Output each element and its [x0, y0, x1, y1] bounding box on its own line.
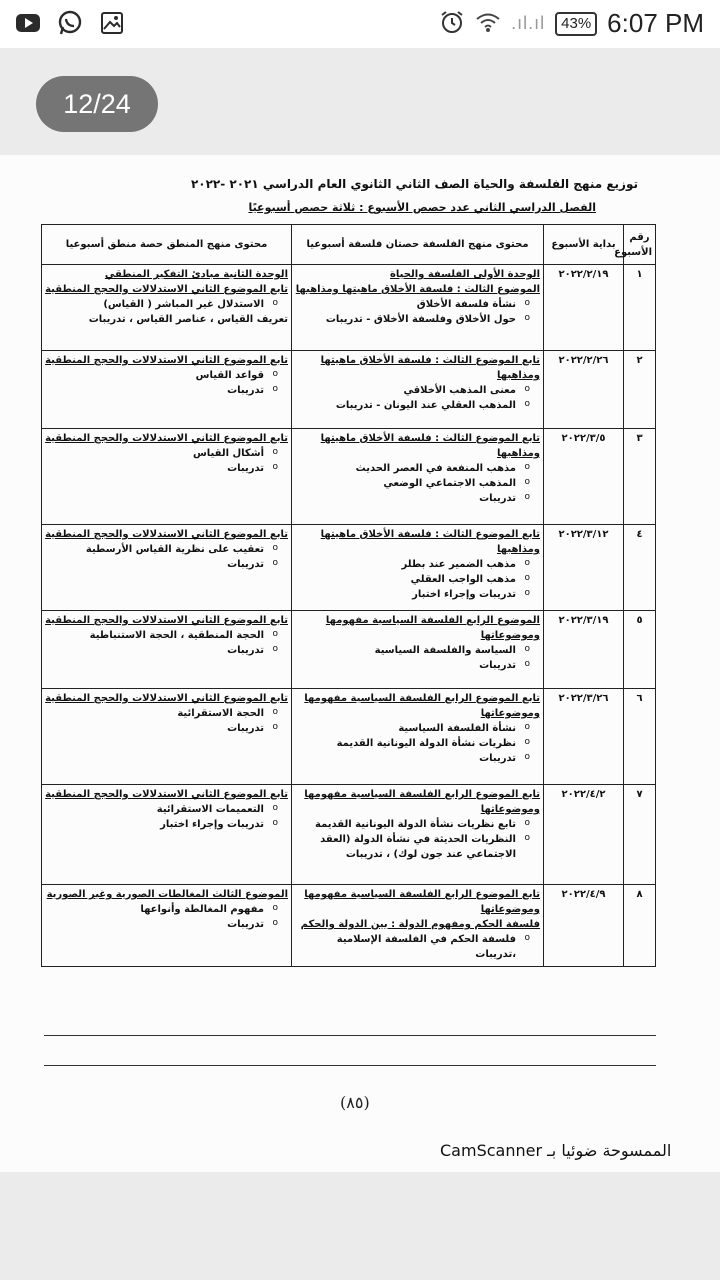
- list-item: o المذهب الاجتماعي الوضعي: [295, 476, 530, 491]
- philosophy-list: [295, 297, 540, 327]
- document-subtitle: الفصل الدراسي الثاني عدد حصص الأسبوع : ثلاثة حصص أسبوعيًا: [248, 201, 596, 214]
- philosophy-content: [292, 611, 544, 689]
- list-item: o تدريبات وإجراء اختبار: [295, 587, 530, 602]
- logic-heading: تابع الموضوع الثاني الاستدلالات والحجج المنطقية: [45, 355, 288, 366]
- week-number: ٤: [624, 525, 656, 611]
- list-item: o قواعد القياس: [45, 368, 278, 383]
- table-row: [42, 611, 656, 689]
- table-row: [42, 689, 656, 785]
- list-item: o النظريات الحديثة في نشأة الدولة (العقد الاجتماعي عند جون لوك) ، تدريبات: [295, 832, 530, 862]
- logic-list: [45, 628, 288, 658]
- footer-divider: [44, 1035, 656, 1036]
- logic-heading: تابع الموضوع الثاني الاستدلالات والحجج المنطقية: [45, 615, 288, 626]
- list-item: o مفهوم المغالطة وأنواعها: [45, 902, 278, 917]
- philosophy-heading: الوحدة الأولى الفلسفة والحياة: [390, 269, 540, 280]
- list-item: o حول الأخلاق وفلسفة الأخلاق - تدريبات: [295, 312, 530, 327]
- philosophy-line: الموضوع الثالث : فلسفة الأخلاق ماهيتها ومذاهبها: [295, 284, 540, 295]
- philosophy-heading: تابع الموضوع الثالث : فلسفة الأخلاق ماهيتها ومذاهبها: [320, 529, 540, 555]
- document-page[interactable]: [0, 155, 720, 1172]
- list-item: o تعقيب على نظرية القياس الأرسطية: [45, 542, 278, 557]
- logic-content: [42, 611, 292, 689]
- table-row: [42, 525, 656, 611]
- logic-list: [45, 446, 288, 476]
- week-start-date: ٢٠٢٢/٣/٢٦: [544, 689, 624, 785]
- list-item: o تدريبات: [295, 751, 530, 766]
- list-item: o تدريبات: [45, 643, 278, 658]
- week-number: ٦: [624, 689, 656, 785]
- philosophy-list: [295, 817, 540, 862]
- philosophy-content: [292, 265, 544, 351]
- week-start-date: ٢٠٢٢/٤/٩: [544, 885, 624, 967]
- list-item: o السياسة والفلسفة السياسية: [295, 643, 530, 658]
- week-number: ١: [624, 265, 656, 351]
- week-start-date: ٢٠٢٢/٣/١٩: [544, 611, 624, 689]
- table-header-row: [42, 225, 656, 265]
- logic-content: [42, 265, 292, 351]
- list-item: o تدريبات: [45, 917, 278, 932]
- logic-content: [42, 785, 292, 885]
- philosophy-heading: تابع الموضوع الثالث : فلسفة الأخلاق ماهيتها ومذاهبها: [320, 433, 540, 459]
- header-logic: محتوى منهج المنطق حصة منطق أسبوعيا: [42, 225, 292, 265]
- philosophy-heading: تابع الموضوع الرابع الفلسفة السياسية مفهومها وموضوعاتها: [304, 889, 540, 915]
- week-start-date: ٢٠٢٢/٢/١٩: [544, 265, 624, 351]
- week-number: ٧: [624, 785, 656, 885]
- list-item: o مذهب المنفعة في العصر الحديث: [295, 461, 530, 476]
- header-week-number: رقم الأسبوع: [624, 225, 656, 265]
- week-number: ٨: [624, 885, 656, 967]
- philosophy-list: [295, 721, 540, 766]
- document-title: توزيع منهج الفلسفة والحياة الصف الثاني الثانوي العام الدراسي ٢٠٢١ -٢٠٢٢: [190, 177, 638, 191]
- logic-tail: تعريف القياس ، عناصر القياس ، تدريبات: [88, 314, 288, 325]
- list-item: o نشأة فلسفة الأخلاق: [295, 297, 530, 312]
- week-number: ٢: [624, 351, 656, 429]
- list-item: o الاستدلال غير المباشر ( القياس): [45, 297, 278, 312]
- philosophy-list: [295, 383, 540, 413]
- logic-heading: الموضوع الثالث المغالطات الصورية وغير الصورية: [46, 889, 288, 900]
- list-item: o معنى المذهب الأخلاقي: [295, 383, 530, 398]
- list-item: o الحجة المنطقية ، الحجة الاستنباطية: [45, 628, 278, 643]
- list-item: o تدريبات: [295, 491, 530, 506]
- page-number: (٨٥): [340, 1093, 370, 1112]
- philosophy-content: [292, 525, 544, 611]
- list-item: o نظريات نشأة الدولة اليونانية القديمة: [295, 736, 530, 751]
- status-bar: [0, 0, 720, 48]
- system-icons: [439, 8, 704, 39]
- table-row: [42, 885, 656, 967]
- image-icon: [98, 10, 126, 36]
- list-item: o الحجة الاستقرائية: [45, 706, 278, 721]
- logic-content: [42, 885, 292, 967]
- logic-list: [45, 368, 288, 398]
- list-item: o مذهب الضمير عند بطلر: [295, 557, 530, 572]
- notification-icons: [14, 10, 126, 36]
- philosophy-heading: تابع الموضوع الرابع الفلسفة السياسية مفهومها وموضوعاتها: [304, 789, 540, 815]
- table-row: [42, 429, 656, 525]
- alarm-icon: [439, 9, 465, 39]
- logic-heading: تابع الموضوع الثاني الاستدلالات والحجج المنطقية: [45, 789, 288, 800]
- philosophy-content: [292, 351, 544, 429]
- list-item: o تدريبات وإجراء اختبار: [45, 817, 278, 832]
- list-item: o التعميمات الاستقرائية: [45, 802, 278, 817]
- week-start-date: ٢٠٢٢/٤/٢: [544, 785, 624, 885]
- philosophy-content: [292, 429, 544, 525]
- logic-content: [42, 351, 292, 429]
- week-number: ٣: [624, 429, 656, 525]
- logic-line: تابع الموضوع الثاني الاستدلالات والحجج المنطقية: [45, 284, 288, 295]
- page-counter: 12/24: [36, 76, 158, 132]
- document-content: [44, 177, 656, 967]
- clock: 6:07 PM: [607, 8, 704, 38]
- logic-heading: الوحدة الثانية مبادئ التفكير المنطقي: [104, 269, 288, 280]
- list-item: o تابع نظريات نشأة الدولة اليونانية القديمة: [295, 817, 530, 832]
- week-start-date: ٢٠٢٢/٢/٢٦: [544, 351, 624, 429]
- week-start-date: ٢٠٢٢/٣/٥: [544, 429, 624, 525]
- list-item: o تدريبات: [45, 721, 278, 736]
- philosophy-list: [295, 932, 540, 962]
- list-item: o فلسفة الحكم في الفلسفة الإسلامية ،تدريبات: [295, 932, 530, 962]
- logic-content: [42, 689, 292, 785]
- philosophy-content: [292, 785, 544, 885]
- list-item: o المذهب العقلي عند اليونان - تدريبات: [295, 398, 530, 413]
- logic-heading: تابع الموضوع الثاني الاستدلالات والحجج المنطقية: [45, 433, 288, 444]
- philosophy-heading: تابع الموضوع الثالث : فلسفة الأخلاق ماهيتها ومذاهبها: [320, 355, 540, 381]
- table-body: [42, 265, 656, 967]
- list-item: o تدريبات: [45, 557, 278, 572]
- signal-icon: .ıl.ıl: [511, 13, 546, 33]
- list-item: o مذهب الواجب العقلي: [295, 572, 530, 587]
- wifi-icon: [475, 11, 501, 37]
- logic-list: [45, 297, 288, 312]
- logic-list: [45, 902, 288, 932]
- footer-divider: [44, 1065, 656, 1066]
- header-philosophy: محتوى منهج الفلسفة حصتان فلسفة أسبوعيا: [292, 225, 544, 265]
- table-row: [42, 785, 656, 885]
- logic-list: [45, 706, 288, 736]
- list-item: o أشكال القياس: [45, 446, 278, 461]
- logic-heading: تابع الموضوع الثاني الاستدلالات والحجج المنطقية: [45, 693, 288, 704]
- whatsapp-icon: [56, 10, 84, 36]
- list-item: o تدريبات: [45, 383, 278, 398]
- list-item: o تدريبات: [45, 461, 278, 476]
- logic-content: [42, 525, 292, 611]
- battery-indicator: 43%: [555, 12, 597, 36]
- logic-list: [45, 802, 288, 832]
- logic-heading: تابع الموضوع الثاني الاستدلالات والحجج المنطقية: [45, 529, 288, 540]
- logic-list: [45, 542, 288, 572]
- list-item: o تدريبات: [295, 658, 530, 673]
- philosophy-heading: تابع الموضوع الرابع الفلسفة السياسية مفهومها وموضوعاتها: [304, 693, 540, 719]
- youtube-icon: [14, 10, 42, 36]
- scanner-watermark: الممسوحة ضوئيا بـ CamScanner: [440, 1141, 672, 1160]
- week-start-date: ٢٠٢٢/٣/١٢: [544, 525, 624, 611]
- list-item: o نشأة الفلسفة السياسية: [295, 721, 530, 736]
- philosophy-content: [292, 885, 544, 967]
- logic-content: [42, 429, 292, 525]
- table-row: [42, 351, 656, 429]
- week-number: ٥: [624, 611, 656, 689]
- philosophy-list: [295, 461, 540, 506]
- table-row: [42, 265, 656, 351]
- philosophy-line: فلسفة الحكم ومفهوم الدولة : بين الدولة والحكم: [300, 919, 540, 930]
- philosophy-list: [295, 557, 540, 602]
- philosophy-heading: الموضوع الرابع الفلسفة السياسية مفهومها وموضوعاتها: [325, 615, 540, 641]
- philosophy-list: [295, 643, 540, 673]
- philosophy-content: [292, 689, 544, 785]
- curriculum-table: [41, 224, 656, 967]
- header-week-start: بداية الأسبوع: [544, 225, 624, 265]
